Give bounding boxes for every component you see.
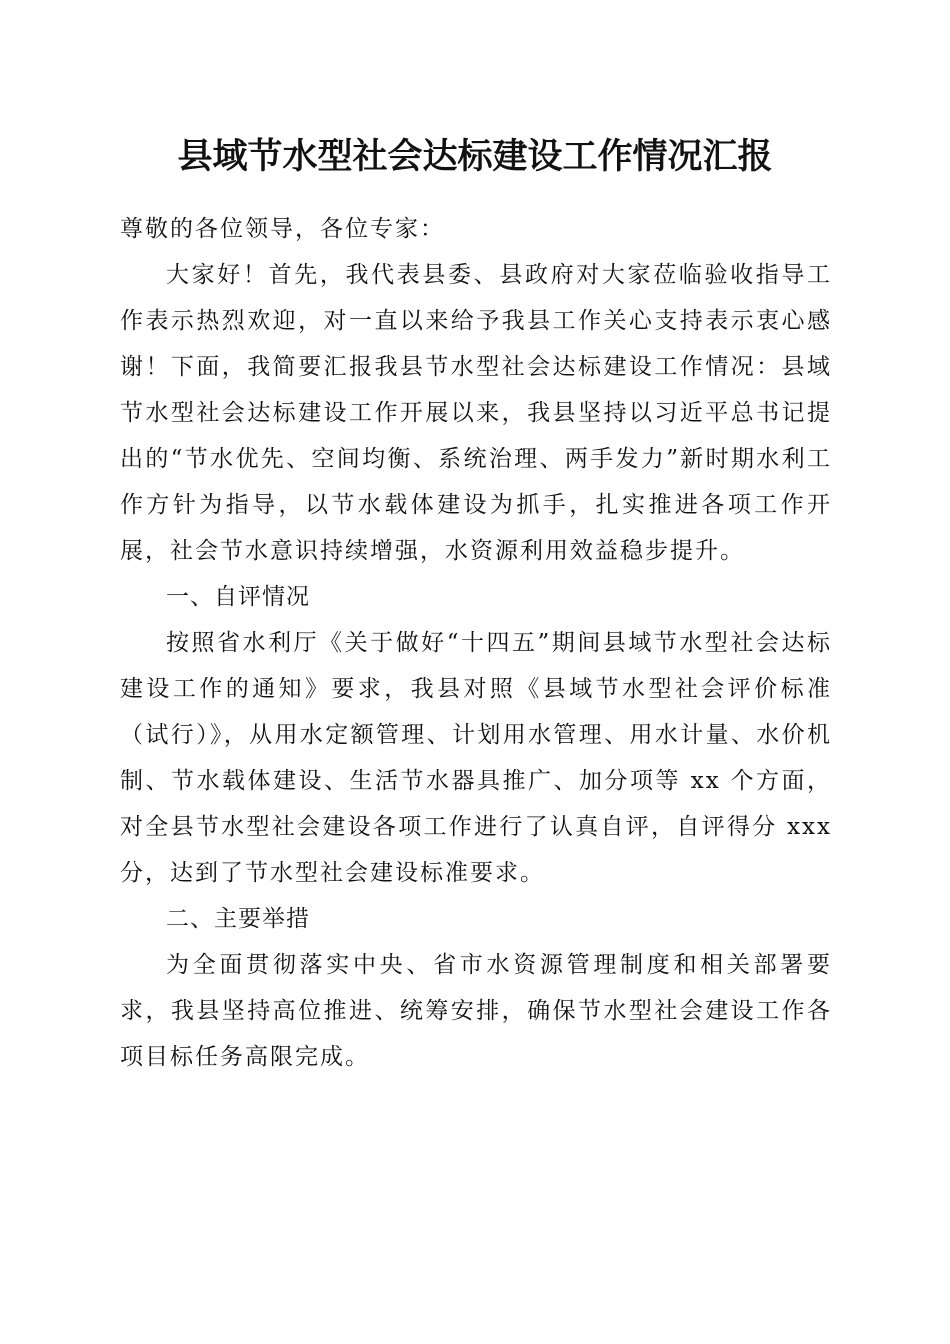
intro-paragraph: 大家好！首先，我代表县委、县政府对大家莅临验收指导工作表示热烈欢迎，对一直以来给予我县工作关心支持表示衷心感谢！下面，我简要汇报我县节水型社会达标建设工作情况：县域节水型社会达标建设工作开展以来，我县坚持以习近平总书记提出的“节水优先、空间均衡、系统治理、两手发力”新时期水利工作方针为指导，以节水载体建设为抓手，扎实推进各项工作开展，社会节水意识持续增强，水资源利用效益稳步提升。	[120, 262, 832, 564]
section-heading-main-measures: 二、主要举措	[166, 906, 310, 932]
salutation: 尊敬的各位领导，各位专家：	[120, 216, 445, 242]
self-evaluation-paragraph: 按照省水利厅《关于做好“十四五”期间县域节水型社会达标建设工作的通知》要求，我县对照《县域节水型社会评价标准（试行）》，从用水定额管理、计划用水管理、用水计量、水价机制、节水载体建设、生活节水器具推广、加分项等 xx 个方面，对全县节水型社会建设各项工作进行了认真自评，自评得分 xxx 分，达到了节水型社会建设标准要求。	[120, 630, 832, 886]
section-heading-self-evaluation: 一、自评情况	[166, 584, 310, 610]
document-body	[120, 206, 832, 1080]
main-measures-paragraph: 为全面贯彻落实中央、省市水资源管理制度和相关部署要求，我县坚持高位推进、统筹安排，确保节水型社会建设工作各项目标任务高限完成。	[120, 952, 832, 1070]
document-title: 县域节水型社会达标建设工作情况汇报	[177, 136, 773, 177]
